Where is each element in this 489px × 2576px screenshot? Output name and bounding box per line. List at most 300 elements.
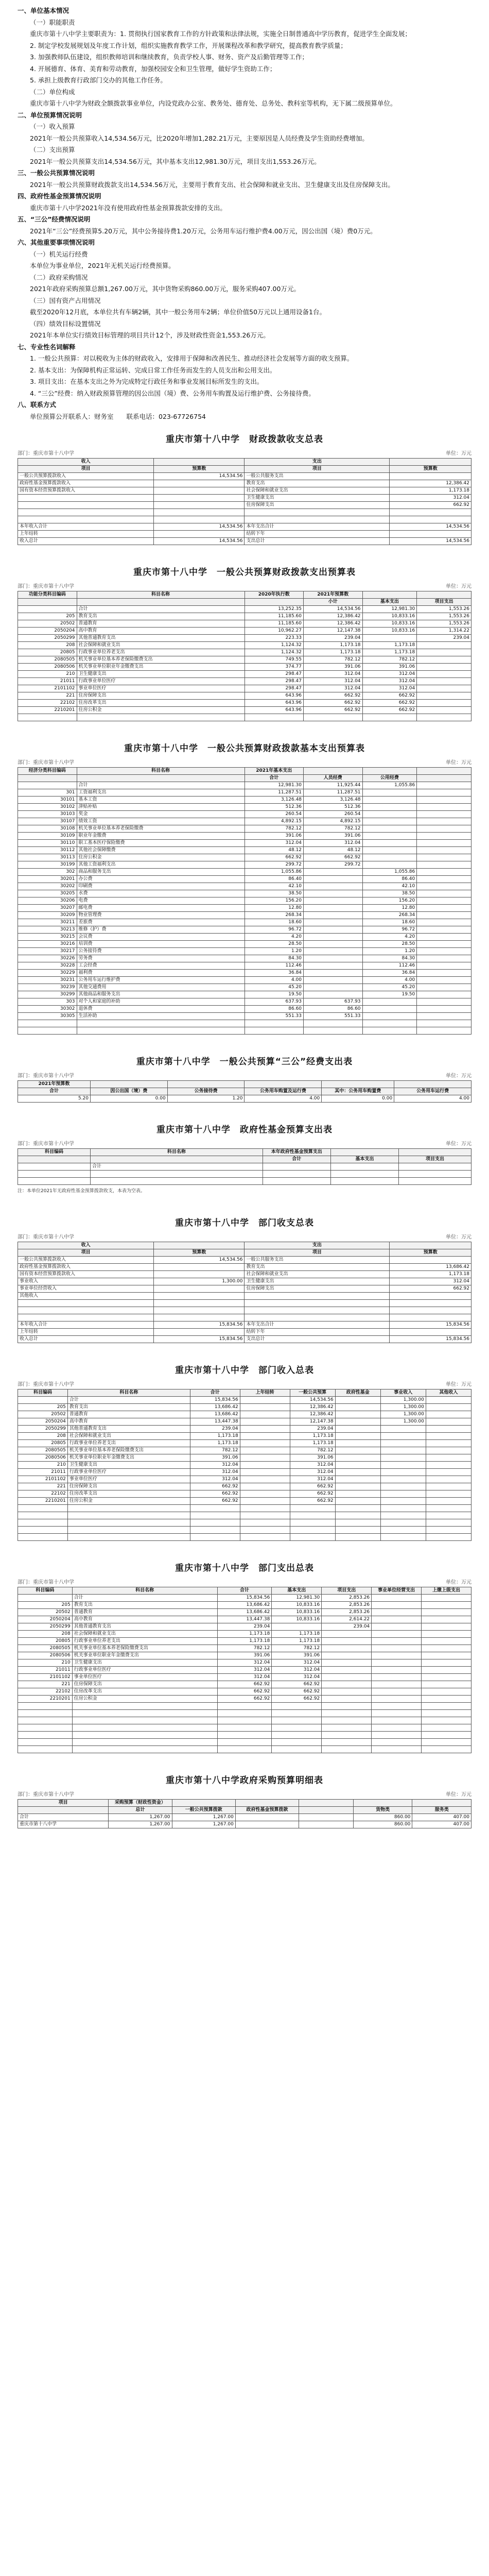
table-cell xyxy=(372,1696,422,1703)
table-cell: 15,834.56 xyxy=(390,1321,471,1329)
table-cell xyxy=(380,1462,426,1469)
table-row xyxy=(18,1505,471,1512)
table-cell: 社会保障和就业支出 xyxy=(67,1433,190,1440)
table-cell: 10,833.16 xyxy=(272,1602,322,1609)
budget-tables xyxy=(0,422,489,1839)
table-cell: 支出总计 xyxy=(244,538,390,545)
table-cell xyxy=(299,1814,354,1821)
table-cell: 12,386.42 xyxy=(304,613,363,620)
table-cell xyxy=(18,1512,68,1519)
table-cell: 4.20 xyxy=(244,934,304,941)
table-cell: 福利费 xyxy=(77,970,244,977)
table-cell xyxy=(335,1519,380,1527)
table-header-cell: 预算数 xyxy=(390,466,471,473)
table-cell xyxy=(335,1411,380,1418)
table-cell: 13,447.38 xyxy=(217,1616,272,1623)
table-cell: 1,173.18 xyxy=(217,1631,272,1638)
table-cell: 18.60 xyxy=(244,919,304,926)
table-cell: 14,534.56 xyxy=(290,1397,335,1404)
table-row xyxy=(18,984,471,991)
table-cell xyxy=(417,926,471,934)
table-cell xyxy=(240,1411,290,1418)
table-row xyxy=(18,1469,471,1476)
table-cell: 13,447.38 xyxy=(190,1418,240,1426)
budget-table-section xyxy=(0,555,489,732)
table-header-cell: 事业收入 xyxy=(380,1389,426,1397)
table-cell: 4.20 xyxy=(362,934,417,941)
table-row xyxy=(18,1602,471,1609)
table-cell xyxy=(240,1512,290,1519)
table-cell xyxy=(335,1490,380,1498)
table-header-cell: 科目名称 xyxy=(77,768,244,775)
table-cell: 662.92 xyxy=(290,1490,335,1498)
table-header-cell: 政府性基金 xyxy=(335,1389,380,1397)
table-cell xyxy=(18,1724,73,1732)
table-cell: 239.04 xyxy=(290,1426,335,1433)
table-cell: 268.34 xyxy=(244,912,304,919)
table-cell: 1,173.18 xyxy=(304,642,363,649)
section-heading: 八、联系方式 xyxy=(18,401,57,409)
table-cell: 1,173.18 xyxy=(290,1440,335,1447)
table-header-cell xyxy=(399,1149,471,1156)
table-cell: 公务用车运行维护费 xyxy=(77,977,244,984)
table-cell xyxy=(18,1732,73,1739)
table-cell xyxy=(18,606,77,613)
table-row xyxy=(18,1404,471,1411)
table-cell: 事业单位医疗 xyxy=(77,685,244,692)
table-cell xyxy=(72,1703,217,1710)
table-cell xyxy=(422,1645,471,1652)
table-cell: 5.20 xyxy=(18,1095,91,1103)
table-cell: 住房改革支出 xyxy=(72,1688,217,1696)
table-cell: 14,534.56 xyxy=(154,523,244,531)
table-cell: 1,300.00 xyxy=(154,1278,244,1285)
table-cell: 合计 xyxy=(67,1397,190,1404)
table-cell xyxy=(322,1667,372,1674)
budget-table xyxy=(18,1799,471,1828)
budget-table-section xyxy=(0,1113,489,1206)
table-cell xyxy=(67,1527,190,1534)
table-cell xyxy=(417,1020,471,1027)
table-cell: 住房公积金 xyxy=(72,1696,217,1703)
table-cell xyxy=(72,1710,217,1717)
table-cell: 10,962.27 xyxy=(244,628,304,635)
table-cell xyxy=(417,796,471,804)
table-cell: 住房保障支出 xyxy=(72,1681,217,1688)
table-cell: 391.06 xyxy=(217,1652,272,1659)
table-cell: 电费 xyxy=(77,897,244,905)
table-cell: 30302 xyxy=(18,1006,77,1013)
table-row xyxy=(18,1336,471,1343)
table-cell xyxy=(417,897,471,905)
table-cell: 30102 xyxy=(18,804,77,811)
section-heading: 二、单位预算情况说明 xyxy=(18,111,82,119)
table-header-cell xyxy=(154,459,244,466)
table-cell xyxy=(372,1609,422,1616)
table-cell: 298.47 xyxy=(244,685,304,692)
table-note: 注：本单位2021年无政府性基金预算拨款收支，本表为空表。 xyxy=(18,1189,145,1194)
table-cell xyxy=(244,516,390,523)
table-cell xyxy=(417,833,471,840)
table-header-cell: 科目编码 xyxy=(18,1389,68,1397)
table-row xyxy=(18,707,471,714)
table-cell xyxy=(422,1732,471,1739)
table-cell xyxy=(422,1652,471,1659)
table-cell: 其他工资福利支出 xyxy=(77,861,244,869)
section-heading: （二）支出预算 xyxy=(30,146,75,154)
table-header-cell: 项目 xyxy=(18,1800,109,1807)
table-cell: 1.20 xyxy=(362,948,417,955)
table-cell: 312.04 xyxy=(290,1469,335,1476)
table-cell xyxy=(244,1300,390,1307)
table-cell: 86.40 xyxy=(244,876,304,883)
table-cell: 18.60 xyxy=(362,919,417,926)
table-cell: 机关事业单位基本养老保险缴费支出 xyxy=(72,1645,217,1652)
paragraph: 截至2020年12月底，本单位共有车辆2辆，其中一般公务用车2辆；单位价值50万元以上通用设备1台。 xyxy=(30,308,326,316)
table-cell: 1,553.26 xyxy=(417,606,471,613)
table-cell: 公务接待费 xyxy=(77,948,244,955)
table-cell: 643.96 xyxy=(244,692,304,700)
table-cell: 1,300.00 xyxy=(380,1418,426,1426)
table-header-cell: 2020年执行数 xyxy=(244,591,304,599)
table-cell xyxy=(426,1519,471,1527)
table-header-row xyxy=(18,1156,471,1163)
table-cell: 11,185.60 xyxy=(244,613,304,620)
table-cell: 782.12 xyxy=(304,656,363,664)
table-cell: 培训费 xyxy=(77,941,244,948)
table-cell: 住房保障支出 xyxy=(244,1285,390,1293)
table-cell: 2101102 xyxy=(18,1674,73,1681)
table-header-cell: 本年政府性基金预算支出 xyxy=(263,1149,330,1156)
table-cell xyxy=(217,1703,272,1710)
section-heading: 七、专业性名词解释 xyxy=(18,343,76,351)
table-cell xyxy=(290,1519,335,1527)
table-row xyxy=(18,825,471,833)
table-header-row xyxy=(18,775,471,782)
table-department: 部门：重庆市第十八中学 xyxy=(18,1580,74,1585)
table-cell xyxy=(240,1498,290,1505)
table-cell xyxy=(417,685,471,692)
table-cell xyxy=(422,1746,471,1753)
table-cell xyxy=(417,934,471,941)
table-cell xyxy=(304,876,363,883)
table-cell: 1,553.26 xyxy=(417,620,471,628)
table-cell: 机关事业单位职业年金缴费支出 xyxy=(77,664,244,671)
table-cell: 96.72 xyxy=(244,926,304,934)
table-row xyxy=(18,840,471,847)
table-row xyxy=(18,628,471,635)
table-cell xyxy=(322,1717,372,1724)
table-cell xyxy=(322,1746,372,1753)
table-cell: 1,300.00 xyxy=(380,1411,426,1418)
table-row xyxy=(18,1631,471,1638)
table-cell xyxy=(422,1616,471,1623)
section-heading: 一、单位基本情况 xyxy=(18,7,69,14)
table-cell: 12,147.38 xyxy=(290,1418,335,1426)
table-cell xyxy=(417,854,471,861)
table-cell xyxy=(422,1609,471,1616)
table-cell: 事业单位医疗 xyxy=(67,1476,190,1483)
table-header-row xyxy=(18,1088,471,1095)
table-cell xyxy=(72,1717,217,1724)
table-cell: 1,173.18 xyxy=(272,1631,322,1638)
table-cell xyxy=(380,1512,426,1519)
budget-table-section xyxy=(0,732,489,1045)
table-cell xyxy=(380,1519,426,1527)
table-cell xyxy=(422,1724,471,1732)
table-cell: 208 xyxy=(18,1631,73,1638)
table-cell: 662.92 xyxy=(290,1498,335,1505)
table-cell xyxy=(18,1171,91,1178)
table-cell: 637.93 xyxy=(244,998,304,1006)
table-cell: 30226 xyxy=(18,955,77,962)
table-cell: 11,925.44 xyxy=(304,782,363,789)
table-cell: 86.60 xyxy=(244,1006,304,1013)
table-cell: 391.06 xyxy=(362,664,417,671)
table-row xyxy=(18,1163,471,1171)
table-cell: 政府性基金预算拨款收入 xyxy=(18,1264,154,1271)
table-cell xyxy=(362,796,417,804)
table-cell: 30228 xyxy=(18,962,77,970)
table-cell: 机关事业单位职业年金缴费支出 xyxy=(67,1454,190,1462)
table-cell xyxy=(422,1710,471,1717)
table-row xyxy=(18,523,471,531)
table-cell xyxy=(372,1739,422,1746)
table-department: 部门：重庆市第十八中学 xyxy=(18,1073,74,1079)
table-cell xyxy=(362,818,417,825)
table-cell: 662.92 xyxy=(304,700,363,707)
table-cell: 239.04 xyxy=(190,1426,240,1433)
table-cell: 208 xyxy=(18,642,77,649)
table-cell: 48.12 xyxy=(244,847,304,854)
paragraph: 2021年“三公”经费预算5.20万元，其中公务接待费1.20万元，公务用车运行维护费4.00万元，因公出国（境）费0万元。 xyxy=(30,227,377,235)
table-cell xyxy=(417,714,471,721)
table-cell: 一般公共预算拨款收入 xyxy=(18,1257,154,1264)
table-cell: 391.06 xyxy=(304,664,363,671)
table-cell xyxy=(372,1652,422,1659)
table-cell xyxy=(422,1717,471,1724)
table-cell: 30299 xyxy=(18,991,77,998)
table-header-cell: 公用经费 xyxy=(362,775,417,782)
table-header-cell: 采购预算（财政性资金） xyxy=(109,1800,172,1807)
table-cell xyxy=(362,811,417,818)
table-cell xyxy=(154,509,244,516)
table-cell: 1,173.18 xyxy=(290,1433,335,1440)
table-header-cell: 经济分类科目编码 xyxy=(18,768,77,775)
table-cell xyxy=(18,1397,68,1404)
table-cell: 30213 xyxy=(18,926,77,934)
table-cell xyxy=(67,1519,190,1527)
table-cell: 205 xyxy=(18,613,77,620)
table-row xyxy=(18,538,471,545)
table-cell: 住房保障支出 xyxy=(244,502,390,509)
table-cell xyxy=(304,897,363,905)
table-header-cell: 科目名称 xyxy=(72,1587,217,1595)
table-cell: 22102 xyxy=(18,1688,73,1696)
table-cell: 312.04 xyxy=(217,1667,272,1674)
table-cell xyxy=(304,714,363,721)
table-cell xyxy=(217,1717,272,1724)
table-cell xyxy=(18,1519,68,1527)
table-cell xyxy=(290,1527,335,1534)
table-cell: 312.04 xyxy=(304,685,363,692)
table-cell: 221 xyxy=(18,692,77,700)
table-cell: 劳务费 xyxy=(77,955,244,962)
table-cell xyxy=(426,1454,471,1462)
table-cell: 662.92 xyxy=(190,1498,240,1505)
table-header-cell xyxy=(412,1800,471,1807)
table-cell xyxy=(372,1623,422,1631)
table-row xyxy=(18,1307,471,1314)
table-cell xyxy=(335,1397,380,1404)
table-row xyxy=(18,869,471,876)
table-row xyxy=(18,1667,471,1674)
table-row xyxy=(18,714,471,721)
table-cell xyxy=(154,516,244,523)
table-row xyxy=(18,1724,471,1732)
table-cell: 662.92 xyxy=(217,1688,272,1696)
table-cell: 本年收入合计 xyxy=(18,523,154,531)
table-row xyxy=(18,1433,471,1440)
table-cell xyxy=(422,1681,471,1688)
table-row xyxy=(18,1519,471,1527)
table-cell xyxy=(426,1418,471,1426)
table-cell: 事业单位经营收入 xyxy=(18,1285,154,1293)
paragraph: 3. 项目支出：在基本支出之外为完成特定行政任务和事业发展目标所发生的支出。 xyxy=(30,378,264,385)
table-cell: 312.04 xyxy=(272,1659,322,1667)
table-cell xyxy=(399,1163,471,1171)
table-cell xyxy=(417,1027,471,1035)
table-header-cell xyxy=(172,1800,235,1807)
table-cell: 机关事业单位基本养老保险缴费支出 xyxy=(77,656,244,664)
table-cell xyxy=(380,1454,426,1462)
table-cell: 4,892.15 xyxy=(304,818,363,825)
table-row xyxy=(18,1616,471,1623)
paragraph: 1. 一般公共预算：对以税收为主体的财政收入，安排用于保障和改善民生、推动经济社会发展等方面的收支预算。 xyxy=(30,354,354,362)
table-row xyxy=(18,671,471,678)
table-header-row xyxy=(18,1242,471,1249)
table-cell xyxy=(372,1703,422,1710)
table-cell: 2050299 xyxy=(18,1426,68,1433)
table-row xyxy=(18,664,471,671)
table-cell xyxy=(154,1293,244,1300)
table-cell xyxy=(190,1505,240,1512)
table-cell xyxy=(67,1505,190,1512)
table-cell: 30201 xyxy=(18,876,77,883)
table-cell xyxy=(335,1426,380,1433)
table-title: 重庆市第十八中学 财政拨款收支总表 xyxy=(166,434,323,445)
table-cell: 312.04 xyxy=(304,671,363,678)
table-cell xyxy=(18,509,154,516)
table-cell xyxy=(372,1645,422,1652)
table-cell: 391.06 xyxy=(190,1454,240,1462)
table-header-cell xyxy=(90,1156,263,1163)
paragraph: 2021年本单位实行绩效目标管理的项目共计12个，涉及财政性资金1,553.26万元。 xyxy=(30,331,270,339)
table-cell: 14,534.56 xyxy=(154,538,244,545)
table-cell xyxy=(417,977,471,984)
table-cell: 312.04 xyxy=(190,1462,240,1469)
table-cell: 高中教育 xyxy=(77,628,244,635)
table-cell xyxy=(290,1512,335,1519)
table-cell xyxy=(372,1746,422,1753)
table-cell xyxy=(372,1638,422,1645)
table-row xyxy=(18,926,471,934)
table-row xyxy=(18,1013,471,1020)
table-cell: 合计 xyxy=(77,606,244,613)
table-cell: 20502 xyxy=(18,1411,68,1418)
table-cell: 21011 xyxy=(18,678,77,685)
table-cell: 391.06 xyxy=(290,1454,335,1462)
table-cell: 20502 xyxy=(18,620,77,628)
table-cell: 551.33 xyxy=(304,1013,363,1020)
table-cell: 一般公共预算拨款收入 xyxy=(18,473,154,480)
table-cell: 22102 xyxy=(18,700,77,707)
table-cell xyxy=(240,1404,290,1411)
table-cell xyxy=(417,811,471,818)
table-cell: 86.60 xyxy=(304,1006,363,1013)
table-cell xyxy=(240,1397,290,1404)
table-cell xyxy=(422,1631,471,1638)
table-cell: 112.46 xyxy=(362,962,417,970)
table-cell xyxy=(390,473,471,480)
table-cell: 662.92 xyxy=(190,1490,240,1498)
table-cell: 45.20 xyxy=(244,984,304,991)
paragraph: 2021年政府采购预算总额1,267.00万元，其中货物采购860.00万元，服务采购407.00万元。 xyxy=(30,285,300,293)
table-cell: 社会保障和就业支出 xyxy=(244,1271,390,1278)
table-cell: 其他收入 xyxy=(18,1293,154,1300)
table-row xyxy=(18,948,471,955)
table-cell xyxy=(322,1659,372,1667)
table-cell xyxy=(72,1739,217,1746)
table-cell xyxy=(72,1724,217,1732)
table-title: 重庆市第十八中学 部门收入总表 xyxy=(175,1365,314,1376)
table-cell xyxy=(417,840,471,847)
table-cell: 2050204 xyxy=(18,1616,73,1623)
table-cell xyxy=(304,970,363,977)
budget-table xyxy=(18,591,471,721)
table-cell: 1,267.00 xyxy=(109,1814,172,1821)
table-cell: 教育支出 xyxy=(244,480,390,487)
table-cell: 普通教育 xyxy=(77,620,244,628)
table-cell: 28.50 xyxy=(362,941,417,948)
section-heading: （一）机关运行经费 xyxy=(30,250,88,258)
table-cell: 30206 xyxy=(18,897,77,905)
table-cell xyxy=(417,955,471,962)
table-cell: 662.92 xyxy=(272,1681,322,1688)
table-cell: 407.00 xyxy=(412,1814,471,1821)
table-row xyxy=(18,1623,471,1631)
table-header-cell: 2021年预算数 xyxy=(18,1081,91,1088)
section-heading: （二）政府采购情况 xyxy=(30,273,88,281)
budget-table xyxy=(18,1389,471,1541)
table-cell: 卫生健康支出 xyxy=(244,495,390,502)
table-cell: 会议费 xyxy=(77,934,244,941)
table-cell: 2210201 xyxy=(18,1696,73,1703)
table-cell xyxy=(426,1440,471,1447)
table-row xyxy=(18,620,471,628)
table-meta xyxy=(18,1070,471,1080)
table-header-cell: 基本支出 xyxy=(272,1587,322,1595)
table-cell: 662.92 xyxy=(272,1688,322,1696)
table-cell: 30217 xyxy=(18,948,77,955)
table-cell: 教育支出 xyxy=(67,1404,190,1411)
section-heading: （四）绩效目标设置情况 xyxy=(30,319,101,328)
table-cell xyxy=(335,1418,380,1426)
table-cell: 662.92 xyxy=(362,700,417,707)
table-cell xyxy=(263,1163,330,1171)
table-cell: 156.20 xyxy=(362,897,417,905)
table-cell xyxy=(217,1732,272,1739)
